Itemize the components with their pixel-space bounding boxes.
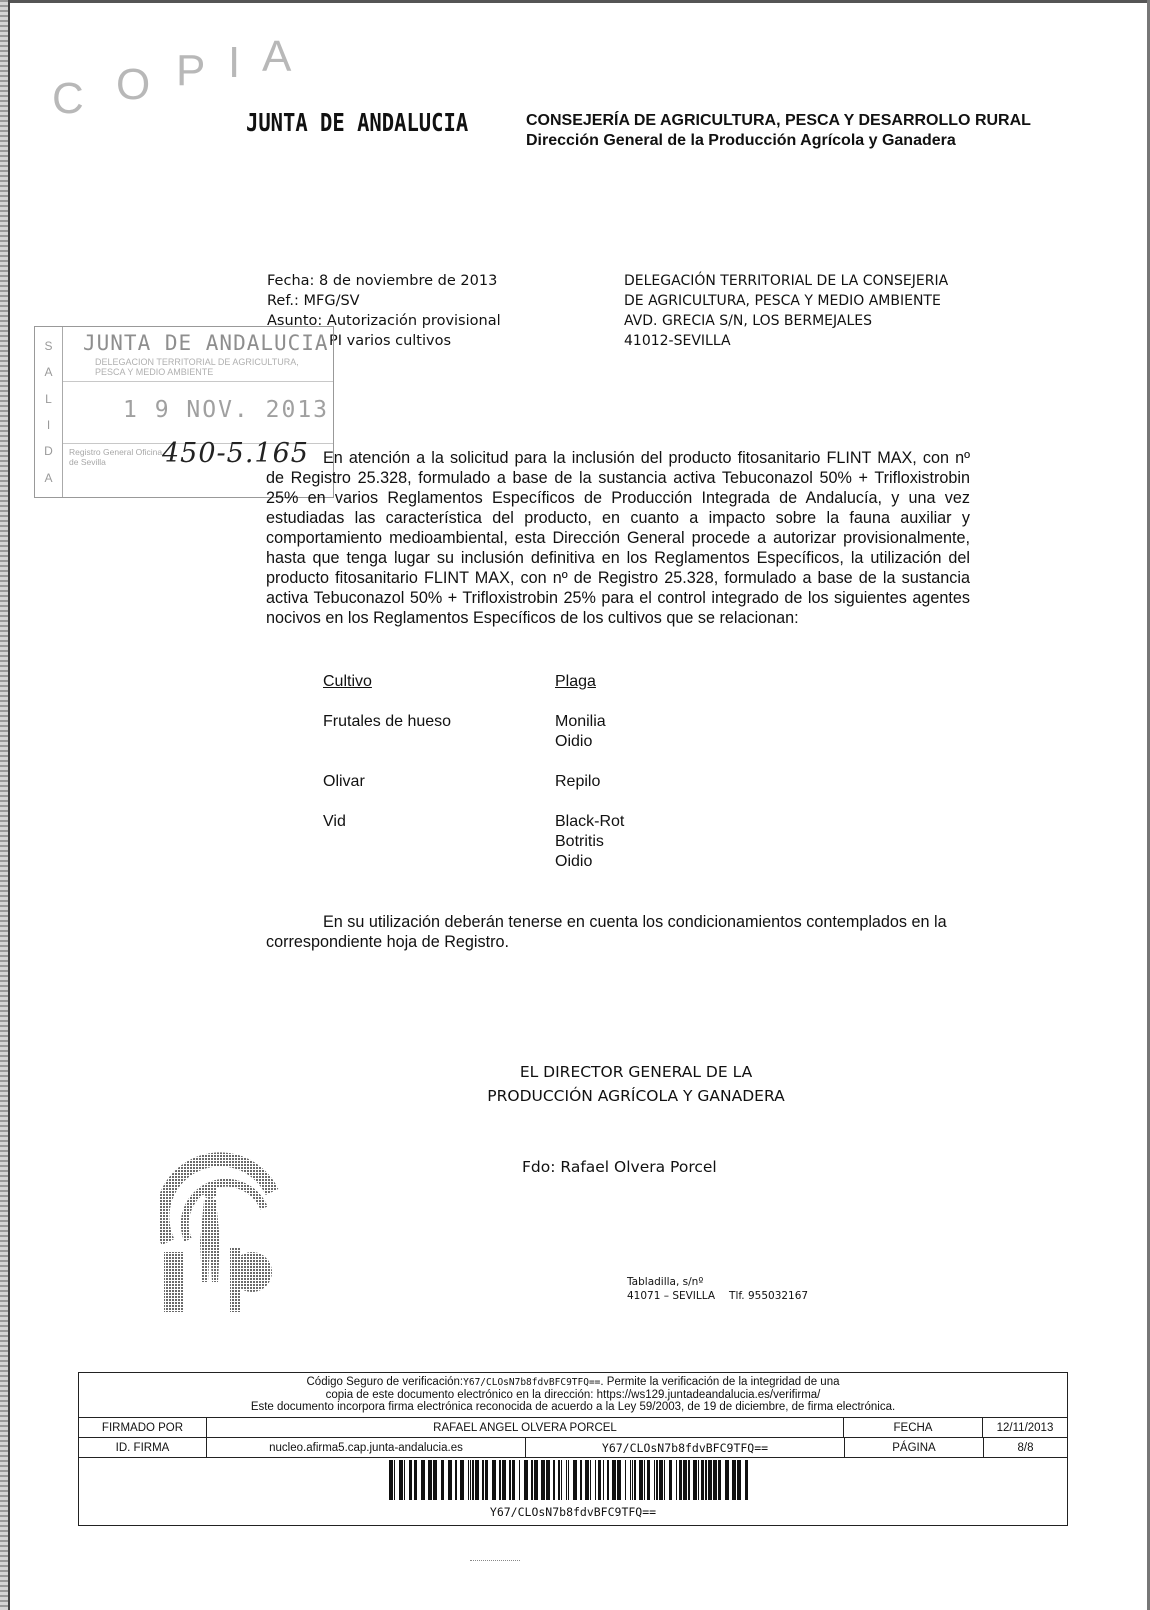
stamp-title: JUNTA DE ANDALUCIA (83, 331, 329, 355)
plaga-cell: Repilo (555, 773, 601, 790)
verification-code: Y67/CLOsN7b8fdvBFC9TFQ== (463, 1377, 601, 1388)
stamp-date: 1 9 NOV. 2013 (123, 397, 330, 423)
copia-stamp: C O P I A (52, 32, 292, 123)
office-address (627, 1275, 808, 1303)
header-ministry (526, 111, 1031, 151)
fecha-label: FECHA (844, 1418, 983, 1437)
page-top-edge (0, 0, 1150, 3)
plaga-cell: Oidio (555, 853, 593, 870)
grid-row (79, 1438, 1067, 1458)
id-firma-label: ID. FIRMA (79, 1438, 207, 1457)
verification-text (79, 1376, 1067, 1413)
firmado-por-label: FIRMADO POR (79, 1418, 207, 1437)
barcode-text: Y67/CLOsN7b8fdvBFC9TFQ== (489, 1505, 657, 1519)
verification-url-line: copia de este documento electrónico en la dirección: https://ws129.juntadeandalucia.es/verifirma/ (325, 1389, 821, 1401)
stamp-side-letter: A (44, 470, 53, 485)
ministry-name: CONSEJERÍA DE AGRICULTURA, PESCA Y DESARROLLO RURAL (526, 112, 1031, 129)
pagina-value: 8/8 (1017, 1441, 1034, 1454)
page-footer-mark (470, 1560, 520, 1563)
closing-text: En su utilización deberán tenerse en cuenta los condicionamientos contemplados en la correspondiente hoja de Registro. (266, 913, 947, 951)
stamp-subtitle: DELEGACION TERRITORIAL DE AGRICULTURA, PESCA Y MEDIO AMBIENTE (95, 357, 299, 377)
stamp-side-letter: A (44, 365, 53, 380)
pagina-label: PÁGINA (845, 1438, 984, 1457)
recipient-line: AVD. GRECIA S/N, LOS BERMEJALES (624, 313, 873, 329)
col-header-plaga: Plaga (555, 673, 596, 690)
plaga-cell: Oidio (555, 733, 593, 750)
col-header-cultivo: Cultivo (323, 673, 372, 690)
plaga-cell: Black-Rot (555, 813, 625, 830)
scan-left-edge (0, 0, 8, 1610)
fecha-value: 12/11/2013 (996, 1421, 1054, 1434)
cultivo-cell: Frutales de hueso (323, 713, 452, 730)
body-paragraph: En atención a la solicitud para la inclusión del producto fitosanitario FLINT MAX, con nº de Registro 25.328, formulado a base de la sustancia activa Tebuconazol 50% + Trifloxistrobin 25% en varios Reglamentos Específicos de Producción Integrada de Andalucía, y una vez estudiadas las característica del producto, en cuanto a impacto sobre la fauna auxiliar y comportamiento medioambiental, esta Dirección General procede a autorizar provisionalmente, hasta que tenga lugar su inclusión definitiva en los Reglamentos Específicos, la utilización del producto fitosanitario FLINT MAX, con nº de Registro 25.328, formulado a base de la sustancia activa Tebuconazol 50% + Trifloxistrobin 25% para el control integrado de los siguientes agentes nocivos en los Reglamentos Específicos de los cultivos que se relacionan: (266, 449, 970, 627)
org-logo-text: JUNTA DE ANDALUCIA (246, 108, 469, 137)
signatory-title (456, 1060, 816, 1108)
stamp-footer: Registro General Oficina de Sevilla (69, 447, 163, 467)
verification-box (78, 1372, 1068, 1526)
meta-fecha: Fecha: 8 de noviembre de 2013 (267, 273, 498, 289)
directorate-name: Dirección General de la Producción Agrícola y Ganadera (526, 132, 956, 149)
address-line: 41071 – SEVILLA (627, 1290, 716, 1302)
address-line: Tabladilla, s/nº (627, 1276, 704, 1288)
scan-left-border (8, 0, 10, 1610)
andalucia-emblem (160, 1122, 280, 1322)
firmado-por-value: RAFAEL ANGEL OLVERA PORCEL (207, 1418, 844, 1437)
recipient-line: DE AGRICULTURA, PESCA Y MEDIO AMBIENTE (624, 293, 941, 309)
cultivo-cell: Olivar (323, 773, 365, 790)
id-firma-code: Y67/CLOsN7b8fdvBFC9TFQ== (526, 1438, 845, 1457)
recipient-address (624, 271, 948, 351)
verification-legal-line: Este documento incorpora firma electrónica reconocida de acuerdo a la Ley 59/2003, de 19 de diciembre, de firma electrónica. (250, 1401, 896, 1413)
meta-asunto-cont: PI varios cultivos (329, 333, 452, 349)
barcode-area (79, 1457, 1067, 1523)
recipient-line: DELEGACIÓN TERRITORIAL DE LA CONSEJERIA (624, 273, 949, 289)
stamp-side-letter: L (45, 391, 52, 406)
id-firma-value: nucleo.afirma5.cap.junta-andalucia.es (207, 1438, 526, 1457)
closing-paragraph (266, 912, 972, 952)
handwritten-registry-number: 450-5.165 (162, 438, 309, 469)
stamp-side-letter: D (44, 444, 53, 459)
verification-prefix: Código Seguro de verificación: (306, 1376, 464, 1388)
stamp-divider (63, 381, 333, 382)
address-phone: Tlf. 955032167 (729, 1290, 809, 1302)
verification-suffix: . Permite la verificación de la integridad de una (600, 1376, 840, 1388)
cultivo-cell: Vid (323, 813, 346, 830)
stamp-side-label (35, 327, 63, 497)
meta-ref: Ref.: MFG/SV (267, 293, 360, 309)
barcode-bar (748, 1460, 752, 1500)
signature-grid (79, 1417, 1067, 1458)
signatory-name: Fdo: Rafael Olvera Porcel (522, 1158, 717, 1176)
meta-asunto: Asunto: Autorización provisional (267, 313, 501, 329)
letter-body (266, 448, 970, 628)
stamp-side-letter: I (46, 418, 51, 433)
signatory-title-line: EL DIRECTOR GENERAL DE LA (519, 1063, 753, 1081)
plaga-cell: Monilia (555, 713, 606, 730)
verification-barcode (389, 1460, 753, 1500)
signatory-title-line: PRODUCCIÓN AGRÍCOLA Y GANADERA (487, 1087, 785, 1105)
stamp-side-letter: S (44, 339, 53, 354)
plaga-cell: Botritis (555, 833, 604, 850)
recipient-line: 41012-SEVILLA (624, 333, 731, 349)
grid-row (79, 1418, 1067, 1438)
